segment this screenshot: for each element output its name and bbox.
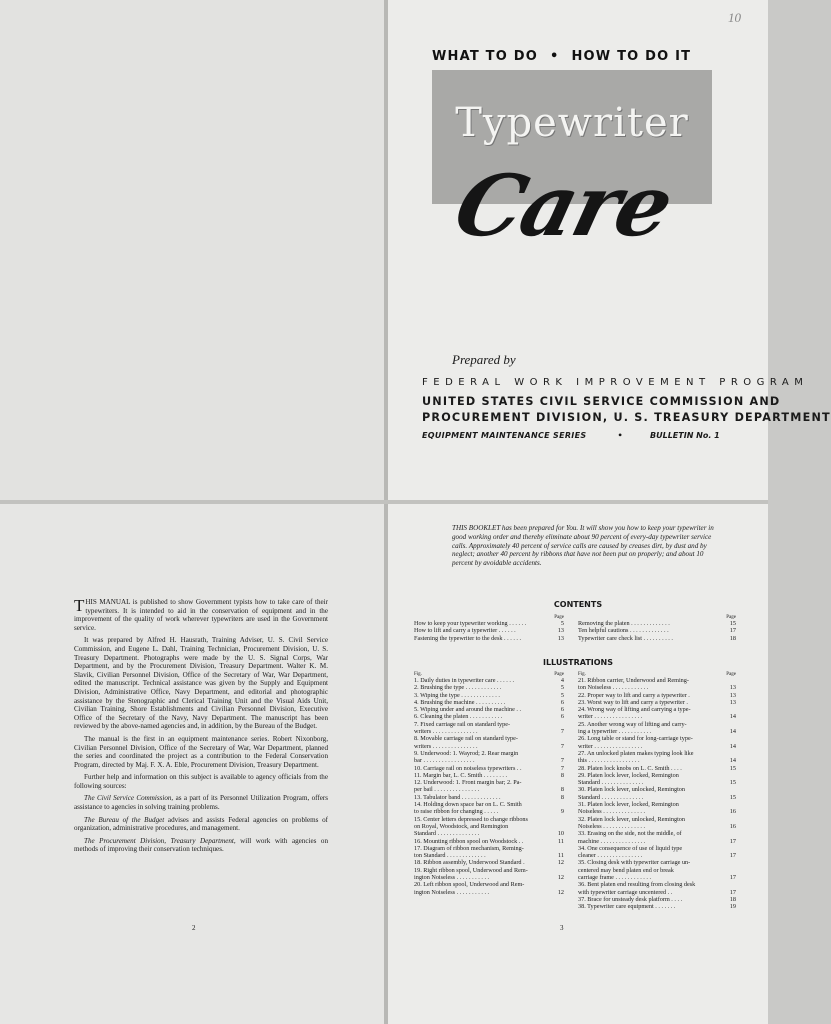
illustration-entry xyxy=(414,706,564,713)
entry-page: 13 xyxy=(729,698,736,706)
entry-page: 12 xyxy=(557,859,564,867)
illustration-entry xyxy=(578,779,736,786)
illustration-entry xyxy=(578,772,736,779)
illustration-entry xyxy=(578,874,736,881)
entry-title: writers . . . . . . . . . . . . . . . xyxy=(414,742,478,750)
series-name: EQUIPMENT MAINTENANCE SERIES xyxy=(422,431,587,440)
entry-title: ton Standard . . . . . . . . . . . . . xyxy=(414,852,486,860)
entry-title: 6. Cleaning the platen . . . . . . . . . . . xyxy=(414,713,503,721)
illustration-entry xyxy=(414,750,564,757)
entry-title: Noiseless . . . . . . . . . . . . . . xyxy=(578,808,646,816)
intro-page xyxy=(0,504,384,1024)
entry-page: 7 xyxy=(560,757,564,765)
page-number: 3 xyxy=(560,924,564,932)
entry-page: 17 xyxy=(729,874,736,882)
entry-page: 4 xyxy=(560,677,564,684)
fig-header: Fig. Page xyxy=(578,672,736,677)
contents-entry xyxy=(578,635,736,642)
program-name: FEDERAL WORK IMPROVEMENT PROGRAM xyxy=(422,377,809,388)
entry-page: 7 xyxy=(560,764,564,772)
entry-title: Removing the platen . . . . . . . . . . . . . xyxy=(578,620,670,627)
horizontal-fold xyxy=(0,500,768,504)
illustration-entry xyxy=(414,859,564,866)
illustration-entry xyxy=(414,743,564,750)
entry-title: ington Noiseless . . . . . . . . . . . xyxy=(414,874,490,882)
entry-title: carriage frame . . . . . . . . . . . . xyxy=(578,874,652,882)
entry-page: 14 xyxy=(729,728,736,736)
illustration-entry xyxy=(414,830,564,837)
entry-title: 29. Platen lock lever, locked, Remington xyxy=(578,771,679,779)
intro-paragraph: The Civil Service Commission, as a part of its Personnel Utilization Program, offers assistance to agencies in solving training problems. xyxy=(74,794,329,812)
illustration-entry xyxy=(414,881,564,888)
illustration-entry xyxy=(414,757,564,764)
contents-entry xyxy=(578,627,736,634)
illustration-entry xyxy=(578,838,736,845)
illustration-entry xyxy=(578,699,736,706)
tagline-separator: • xyxy=(549,49,560,64)
illustration-entry xyxy=(414,677,564,684)
entry-page: 13 xyxy=(729,691,736,699)
illustration-entry xyxy=(578,786,736,793)
entry-page: 16 xyxy=(729,808,736,816)
entry-page: 14 xyxy=(729,742,736,750)
illustration-entry xyxy=(578,852,736,859)
illustration-entry xyxy=(578,735,736,742)
entry-title: machine . . . . . . . . . . . . . . . xyxy=(578,837,646,845)
illustration-entry xyxy=(414,852,564,859)
page-number: 2 xyxy=(192,924,196,932)
entry-title: 20. Left ribbon spool, Underwood and Rem- xyxy=(414,881,525,889)
contents-heading: CONTENTS xyxy=(553,600,603,609)
illustrations-list-left xyxy=(414,671,564,896)
entry-title: 1. Daily duties in typewriter care . . . . . . xyxy=(414,677,515,684)
entry-title: this . . . . . . . . . . . . . . . . . xyxy=(578,757,640,765)
entry-page: 12 xyxy=(557,888,564,896)
entry-page: 13 xyxy=(729,684,736,692)
entry-title: Standard . . . . . . . . . . . . . . xyxy=(578,793,644,801)
illustration-entry xyxy=(414,794,564,801)
entry-title: 25. Another wrong way of lifting and carry- xyxy=(578,720,687,728)
entry-page: 13 xyxy=(557,627,564,635)
illustration-entry xyxy=(414,823,564,830)
entry-page: 8 xyxy=(560,771,564,779)
entry-title: Standard . . . . . . . . . . . . . . xyxy=(414,830,480,838)
title-care-script: Care xyxy=(445,156,682,255)
illustration-entry xyxy=(578,794,736,801)
entry-page: 6 xyxy=(560,706,564,714)
entry-page: 15 xyxy=(729,779,736,787)
entry-title: Ten helpful cautions . . . . . . . . . . . . . xyxy=(578,627,669,635)
entry-title: 18. Ribbon assembly, Underwood Standard . xyxy=(414,859,525,867)
entry-title: 17. Diagram of ribbon mechanism, Reming- xyxy=(414,844,524,852)
entry-title: 36. Bent platen end resulting from closing desk xyxy=(578,881,696,889)
entry-page: 18 xyxy=(729,895,736,903)
entry-page: 7 xyxy=(560,742,564,750)
contents-entry xyxy=(414,620,564,627)
illustration-entry xyxy=(414,816,564,823)
contents-page xyxy=(388,504,768,1024)
illustration-entry xyxy=(578,765,736,772)
entry-page: 7 xyxy=(560,728,564,736)
entry-title: cleaner . . . . . . . . . . . . . . . xyxy=(578,852,643,860)
entry-page: 17 xyxy=(729,627,736,635)
illustration-entry xyxy=(578,692,736,699)
entry-title: 26. Long table or stand for long-carriage type- xyxy=(578,735,693,743)
illustration-entry xyxy=(578,867,736,874)
illustration-entry xyxy=(414,874,564,881)
entry-page: 15 xyxy=(729,793,736,801)
intro-paragraph: It was prepared by Alfred H. Hausrath, Training Adviser, U. S. Civil Service Commission, and Eugene L. Dahl, Training Technician, Procurement Division, U. S. Treasury Department. Photographs were made by the U. S. Signal Corps, War Department, and by the Procurement Division, Treasury Department. Walter K. M. Slavik, Civilian Personnel Division, Office of the Secretary of War, War Department, edited the manuscript. Technical assistance was given by the Supply and Equipment Division, Administrative Office, Navy Department, and editorial and photographic assistance by the Stenographic and Clerical Training Unit and the Visual Aids Unit, Civilian Training, Shore Establishments and Civilian Personnel Division, Executive Office of the Secretary of the Navy, Navy Department. The manuscript has been reviewed by the above-named agencies and, in addition, by the Bureau of the Budget. xyxy=(74,636,328,731)
entry-title: 31. Platen lock lever, locked, Remington xyxy=(578,801,679,809)
illustration-entry xyxy=(578,896,736,903)
entry-page: 10 xyxy=(557,830,564,838)
entry-title: 12. Underwood: 1. Front margin bar; 2. Pa- xyxy=(414,779,522,787)
entry-page: 18 xyxy=(729,634,736,642)
entry-title: with typewriter carriage uncentered . . xyxy=(578,888,673,896)
illustration-entry xyxy=(578,808,736,815)
intro-paragraph: THIS MANUAL is published to show Government typists how to take care of their typewriters. It is intended to aid in the conservation of equipment and in the improvement of the quality of work wherever typewriters are used in the Government service. xyxy=(74,596,328,632)
illustration-entry xyxy=(414,713,564,720)
entry-title: 2. Brushing the type . . . . . . . . . . . . xyxy=(414,684,502,692)
entry-page: 13 xyxy=(557,634,564,642)
illustration-entry xyxy=(414,699,564,706)
entry-title: 14. Holding down space bar on L. C. Smith xyxy=(414,801,522,809)
intro-paragraph: The manual is the first in an equipment maintenance series. Robert Nixonborg, Civilian Personnel Division, Office of the Secretary of War, War Department, planned the series and coordinated the project as a contribution to the Federal Conservation Program, directed by Maj. F. X. A. Eble, Procurement Division, Treasury Department. xyxy=(74,734,328,769)
entry-title: ing a typewriter . . . . . . . . . . . xyxy=(578,728,652,736)
back-cover-page xyxy=(0,0,384,500)
illustration-entry xyxy=(578,757,736,764)
illustration-entry xyxy=(414,684,564,691)
intro-paragraph: Further help and information on this subject is available to agency officials from the following sources: xyxy=(74,773,328,790)
illustration-entry xyxy=(578,713,736,720)
illustration-entry xyxy=(578,728,736,735)
entry-page: 11 xyxy=(558,852,564,860)
illustration-entry xyxy=(414,692,564,699)
entry-page: 12 xyxy=(557,874,564,882)
illustration-entry xyxy=(414,721,564,728)
entry-title: 28. Platen lock knobs on L. C. Smith . . . . xyxy=(578,764,682,772)
entry-title: 32. Platen lock lever, unlocked, Remington xyxy=(578,815,685,823)
entry-title: 23. Worst way to lift and carry a typewriter . xyxy=(578,698,688,706)
contents-list-left xyxy=(414,614,564,642)
entry-title: 19. Right ribbon spool, Underwood and Rem- xyxy=(414,866,528,874)
drop-cap: T xyxy=(74,596,85,615)
illustration-entry xyxy=(578,677,736,684)
entry-title: 21. Ribbon carrier, Underwood and Reming- xyxy=(578,677,689,684)
entry-title: 16. Mounting ribbon spool on Woodstock . . xyxy=(414,837,524,845)
tagline-how: HOW TO DO IT xyxy=(571,49,692,64)
illustration-entry xyxy=(578,750,736,757)
intro-paragraph: The Procurement Division, Treasury Department, will work with agencies on methods of improving their conservation techniques. xyxy=(74,836,328,854)
entry-page: 9 xyxy=(560,808,564,816)
entry-title: 5. Wiping under and around the machine . . xyxy=(414,706,522,714)
entry-title: 35. Closing desk with typewriter carriage un- xyxy=(578,859,691,867)
illustration-entry xyxy=(578,801,736,808)
contents-entry xyxy=(578,620,736,627)
entry-title: per bail . . . . . . . . . . . . . . . xyxy=(414,786,480,794)
entry-title: 22. Proper way to lift and carry a typewriter . xyxy=(578,691,690,699)
prepared-by: Prepared by xyxy=(452,352,516,367)
entry-title: How to lift and carry a typewriter . . . . . . xyxy=(414,627,516,635)
entry-title: bar . . . . . . . . . . . . . . . . . xyxy=(414,757,475,765)
tagline-what: WHAT TO DO xyxy=(432,49,538,64)
entry-title: ton Noiseless . . . . . . . . . . . . xyxy=(578,684,649,692)
entry-title: 30. Platen lock lever, unlocked, Remington xyxy=(578,786,685,794)
entry-title: 33. Erasing on the side, not the middle, of xyxy=(578,830,682,838)
page-column-label: Page xyxy=(554,615,564,620)
entry-page: 16 xyxy=(729,822,736,830)
illustration-entry xyxy=(578,823,736,830)
booklet-intro: THIS BOOKLET has been prepared for You. It will show you how to keep your typewriter in good working order and thereby eliminate about 90 percent of every-day typewriter service calls. Approximately 40 percent of service calls are caused by creases dirt, by dust and by neglect; another 40 percent by ribbons that have not been put on properly; and about 10 percent by avoidable accidents. xyxy=(452,524,714,568)
illustration-entry xyxy=(578,889,736,896)
bulletin-number: BULLETIN No. 1 xyxy=(650,431,720,440)
contents-entry xyxy=(414,635,564,642)
entry-page: 6 xyxy=(560,698,564,706)
entry-page: 14 xyxy=(729,757,736,765)
entry-page: 5 xyxy=(560,684,564,692)
illustration-entry xyxy=(578,830,736,837)
entry-page: 15 xyxy=(729,620,736,627)
entry-title: to raise ribbon for changing . . . . . xyxy=(414,808,499,816)
illustration-entry xyxy=(578,881,736,888)
entry-page: 5 xyxy=(560,620,564,627)
entry-title: 13. Tabulator band . . . . . . . . . . . . . xyxy=(414,793,501,801)
entry-page: 5 xyxy=(560,691,564,699)
entry-title: Typewriter care check list . . . . . . . . . . xyxy=(578,634,673,642)
fig-header: Fig. Page xyxy=(414,672,564,677)
illustrations-heading: ILLUSTRATIONS xyxy=(542,658,614,667)
illustration-entry xyxy=(414,728,564,735)
entry-title: 3. Wiping the type . . . . . . . . . . . . . xyxy=(414,691,500,699)
contents-list-right xyxy=(578,614,736,642)
entry-title: writer . . . . . . . . . . . . . . . . xyxy=(578,742,643,750)
entry-page: 19 xyxy=(729,903,736,911)
entry-page: 17 xyxy=(729,837,736,845)
illustration-entry xyxy=(414,808,564,815)
entry-page: 11 xyxy=(558,837,564,845)
entry-page: 8 xyxy=(560,786,564,794)
illustration-entry xyxy=(578,816,736,823)
entry-title: Fastening the typewriter to the desk . . . . . . xyxy=(414,634,522,642)
illustration-entry xyxy=(414,845,564,852)
illustration-entry xyxy=(414,765,564,772)
entry-title: Noiseless . . . . . . . . . . . . . . xyxy=(578,822,646,830)
illustration-entry xyxy=(414,889,564,896)
cover-tagline xyxy=(432,49,691,64)
entry-title: 34. One consequence of use of liquid type xyxy=(578,844,683,852)
illustration-entry xyxy=(414,867,564,874)
entry-title: 38. Typewriter care equipment . . . . . . . xyxy=(578,903,676,911)
agency-line-1: UNITED STATES CIVIL SERVICE COMMISSION AND xyxy=(422,395,781,408)
illustration-entry xyxy=(578,684,736,691)
entry-page: 6 xyxy=(560,713,564,721)
front-cover-page xyxy=(388,0,831,500)
illustration-entry xyxy=(414,801,564,808)
illustration-entry xyxy=(414,772,564,779)
entry-title: 4. Brushing the machine . . . . . . . . . . xyxy=(414,698,506,706)
entry-title: 24. Wrong way of lifting and carrying a type- xyxy=(578,706,691,714)
contents-entry xyxy=(414,627,564,634)
page-column-label: Page xyxy=(726,615,736,620)
entry-page: 14 xyxy=(729,713,736,721)
illustration-entry xyxy=(578,903,736,910)
illustration-entry xyxy=(414,779,564,786)
entry-title: 10. Carriage rail on noiseless typewriters . . xyxy=(414,764,522,772)
entry-title: on Royal, Woodstock, and Remington xyxy=(414,822,509,830)
intro-paragraph: The Bureau of the Budget advises and assists Federal agencies on problems of organization, administrative procedures, and management. xyxy=(74,815,328,833)
vertical-fold xyxy=(384,0,388,1024)
series-separator: • xyxy=(618,428,623,442)
illustrations-list-right xyxy=(578,671,736,911)
entry-title: 37. Brace for unsteady desk platform . . . . xyxy=(578,895,683,903)
agency-line-2: PROCUREMENT DIVISION, U. S. TREASURY DEPARTMENT xyxy=(422,411,831,424)
entry-title: 7. Fixed carriage rail on standard type- xyxy=(414,720,511,728)
entry-title: How to keep your typewriter working . . . . . . xyxy=(414,620,527,627)
entry-title: 15. Center letters depressed to change ribbons xyxy=(414,815,528,823)
entry-title: centered may bend platen end or break xyxy=(578,866,674,874)
illustration-entry xyxy=(414,838,564,845)
entry-page: 17 xyxy=(729,888,736,896)
illustration-entry xyxy=(414,786,564,793)
illustration-entry xyxy=(578,706,736,713)
entry-title: 9. Underwood: 1. Wayrod; 2. Rear margin xyxy=(414,749,519,757)
illustration-entry xyxy=(578,859,736,866)
illustration-entry xyxy=(578,845,736,852)
intro-text xyxy=(74,598,328,858)
entry-title: 11. Margin bar, L. C. Smith . . . . . . . . xyxy=(414,771,508,779)
pencil-mark: 10 xyxy=(728,10,741,25)
entry-title: ington Noiseless . . . . . . . . . . . xyxy=(414,888,490,896)
illustration-entry xyxy=(578,743,736,750)
entry-page: 8 xyxy=(560,793,564,801)
entry-page: 17 xyxy=(729,852,736,860)
illustration-entry xyxy=(414,735,564,742)
title-typewriter: Typewriter xyxy=(455,100,689,146)
entry-title: 27. An unlocked platen makes typing look like xyxy=(578,749,694,757)
illustration-entry xyxy=(578,721,736,728)
entry-page: 15 xyxy=(729,764,736,772)
entry-title: Standard . . . . . . . . . . . . . . xyxy=(578,779,644,787)
entry-title: 8. Movable carriage rail on standard type- xyxy=(414,735,518,743)
entry-title: writer . . . . . . . . . . . . . . . . xyxy=(578,713,643,721)
entry-title: writers . . . . . . . . . . . . . . . xyxy=(414,728,478,736)
